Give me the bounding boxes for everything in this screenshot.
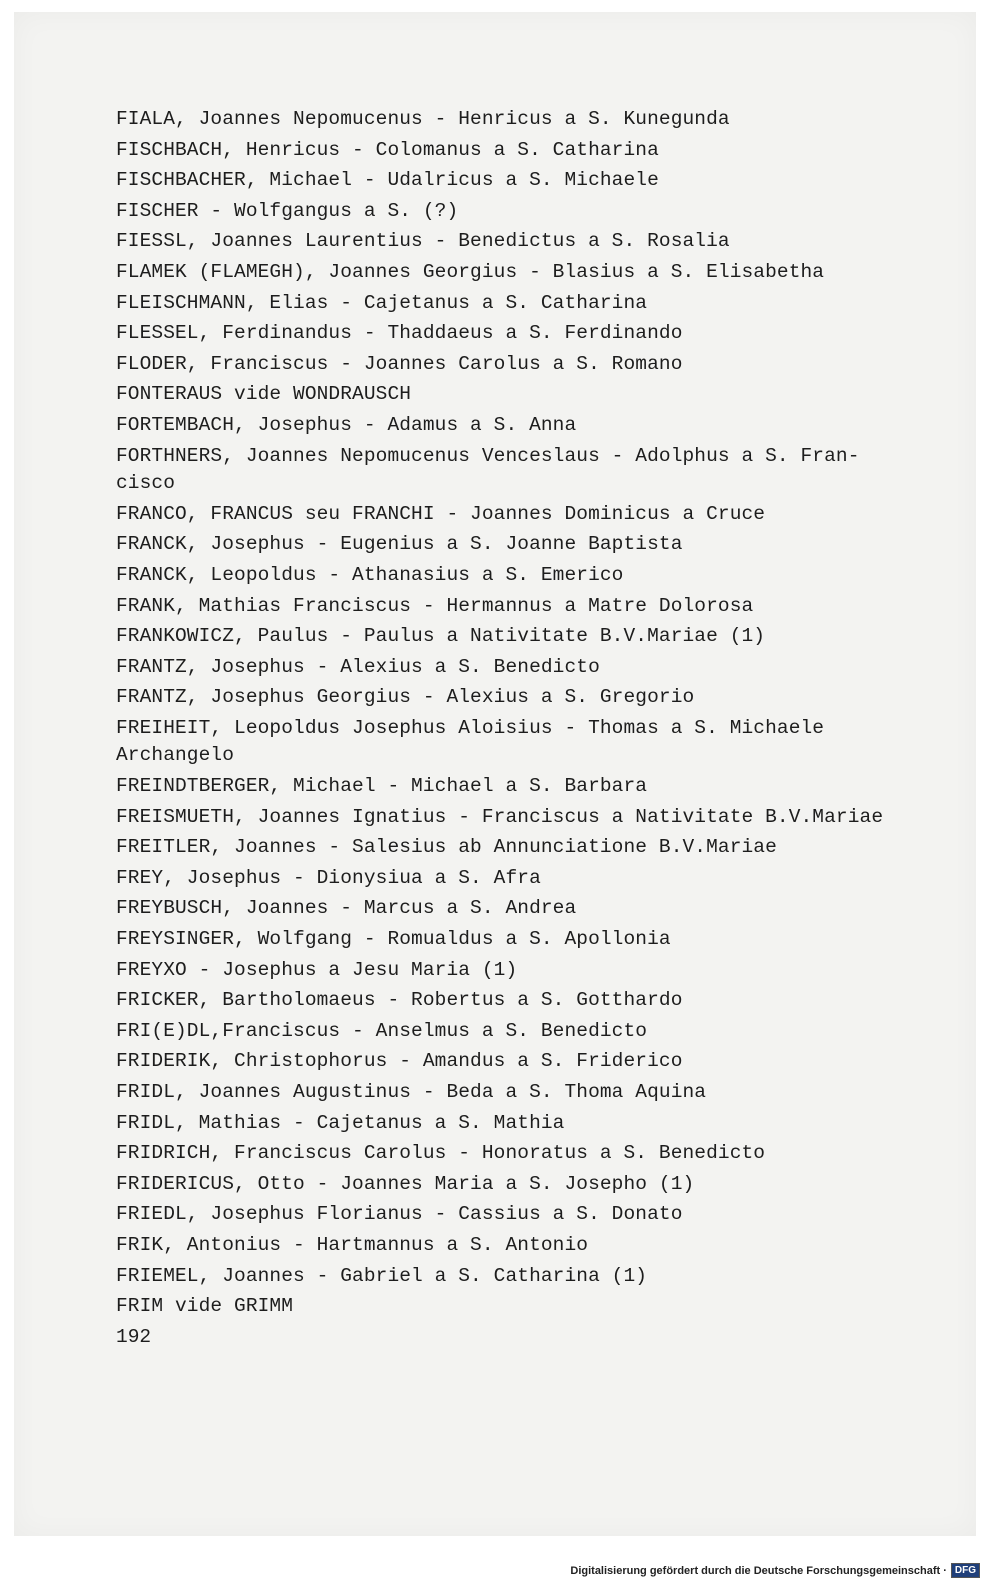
index-entry: FISCHBACH, Henricus - Colomanus a S. Catharina — [116, 138, 659, 161]
index-entry: FRIEDL, Josephus Florianus - Cassius a S. Donato — [116, 1203, 683, 1226]
index-entry: FRIDERICUS, Otto - Joannes Maria a S. Josepho (1) — [116, 1172, 695, 1195]
index-entry: FRIM vide GRIMM — [116, 1295, 294, 1318]
digitization-footer — [570, 1563, 980, 1578]
page-number: 192 — [116, 1326, 152, 1348]
index-entry: FRIK, Antonius - Hartmannus a S. Antonio — [116, 1233, 589, 1256]
index-entry: FRANCK, Leopoldus - Athanasius a S. Emerico — [116, 563, 624, 586]
index-entry: FORTEMBACH, Josephus - Adamus a S. Anna — [116, 413, 577, 436]
index-entry: FORTHNERS, Joannes Nepomucenus Venceslaus - Adolphus a S. Fran- — [116, 444, 860, 467]
index-entry: FRIDERIK, Christophorus - Amandus a S. Friderico — [116, 1050, 683, 1073]
index-entry: FREINDTBERGER, Michael - Michael a S. Barbara — [116, 775, 648, 798]
index-entry: Archangelo — [116, 744, 235, 767]
index-entry: FREITLER, Joannes - Salesius ab Annunciatione B.V.Mariae — [116, 836, 777, 859]
index-entry: FISCHER - Wolfgangus a S. (?) — [116, 199, 459, 222]
index-entry: FRIDL, Joannes Augustinus - Beda a S. Thoma Aquina — [116, 1081, 707, 1103]
index-entry: FLESSEL, Ferdinandus - Thaddaeus a S. Ferdinando — [116, 322, 683, 345]
index-entry: FRANKOWICZ, Paulus - Paulus a Nativitate B.V.Mariae (1) — [116, 625, 766, 648]
index-entry: FRIEMEL, Joannes - Gabriel a S. Catharina (1) — [116, 1264, 648, 1287]
index-entry: FREYXO - Josephus a Jesu Maria (1) — [116, 958, 518, 981]
index-entry: FLEISCHMANN, Elias - Cajetanus a S. Catharina — [116, 291, 648, 314]
footer-text: Digitalisierung gefördert durch die Deutsche Forschungsgemeinschaft · — [570, 1564, 947, 1577]
index-entry: FREYSINGER, Wolfgang - Romualdus a S. Apollonia — [116, 928, 671, 951]
index-entry: FREYBUSCH, Joannes - Marcus a S. Andrea — [116, 897, 577, 920]
index-entry: cisco — [116, 472, 176, 495]
index-entry: FRICKER, Bartholomaeus - Robertus a S. Gotthardo — [116, 989, 683, 1012]
index-entry: FRIDL, Mathias - Cajetanus a S. Mathia — [116, 1111, 565, 1134]
index-entry: FRANCK, Josephus - Eugenius a S. Joanne Baptista — [116, 533, 683, 556]
index-entry: FREISMUETH, Joannes Ignatius - Franciscus a Nativitate B.V.Mariae — [116, 805, 884, 828]
dfg-logo-icon: DFG — [951, 1563, 980, 1578]
index-entry: FRANCO, FRANCUS seu FRANCHI - Joannes Dominicus a Cruce — [116, 502, 766, 525]
index-entry: FIESSL, Joannes Laurentius - Benedictus a S. Rosalia — [116, 230, 730, 253]
index-entry: FRIDRICH, Franciscus Carolus - Honoratus a S. Benedicto — [116, 1142, 766, 1165]
index-entry: FREIHEIT, Leopoldus Josephus Aloisius - Thomas a S. Michaele — [116, 716, 825, 739]
index-entry: FRANK, Mathias Franciscus - Hermannus a Matre Dolorosa — [116, 594, 754, 617]
index-entry: FREY, Josephus - Dionysiua a S. Afra — [116, 866, 541, 889]
index-entry: FRANTZ, Josephus - Alexius a S. Benedicto — [116, 655, 600, 678]
index-entry: FRI(E)DL,Franciscus - Anselmus a S. Benedicto — [116, 1019, 648, 1042]
index-entry: FLODER, Franciscus - Joannes Carolus a S. Romano — [116, 352, 683, 375]
index-entry: FIALA, Joannes Nepomucenus - Henricus a S. Kunegunda — [116, 108, 730, 130]
index-entry: FRANTZ, Josephus Georgius - Alexius a S. Gregorio — [116, 686, 695, 709]
index-entry: FONTERAUS vide WONDRAUSCH — [116, 383, 412, 406]
index-entry: FLAMEK (FLAMEGH), Joannes Georgius - Blasius a S. Elisabetha — [116, 260, 825, 283]
name-index-list — [116, 104, 936, 1322]
index-entry: FISCHBACHER, Michael - Udalricus a S. Michaele — [116, 169, 659, 192]
